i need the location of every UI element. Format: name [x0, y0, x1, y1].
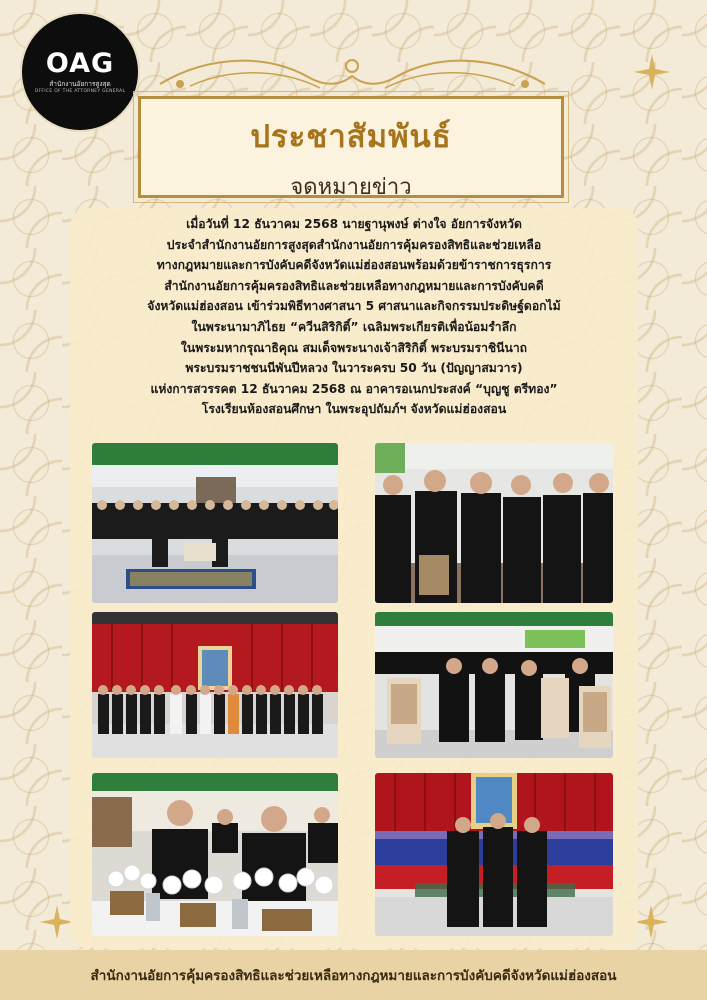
page-title: ประชาสัมพันธ์ — [250, 119, 452, 155]
logo-line1: สำนักงานอัยการสูงสุด — [49, 80, 111, 89]
logo-line2: OFFICE OF THE ATTORNEY GENERAL — [34, 88, 126, 94]
body-line: เมื่อวันที่ 12 ธันวาคม 2568 นายฐานุพงษ์ ต่างใจ อัยการจังหวัด — [186, 217, 522, 231]
footer-bar — [0, 950, 707, 1000]
body-line: ประจำสำนักงานอัยการสูงสุดสำนักงานอัยการคุ้มครองสิทธิและช่วยเหลือ — [166, 237, 542, 252]
body-line: ในพระนามาภิไธย “ควีนสิริกิติ์” เฉลิมพระเกียรติเพื่อน้อมรำลึก — [191, 319, 517, 334]
body-line: ในพระมหากรุณาธิคุณ สมเด็จพระนางเจ้าสิริกิติ์ พระบรมราชินีนาถ — [180, 340, 528, 355]
sparkle-icon — [634, 905, 668, 943]
body-line: จังหวัดแม่ฮ่องสอน เข้าร่วมพิธีทางศาสนา 5 ศาสนาและกิจกรรมประดิษฐ์ดอกไม้ — [147, 299, 561, 314]
oag-logo — [22, 14, 138, 130]
logo-mark: OAG — [45, 48, 115, 80]
event-photo-4 — [375, 612, 613, 758]
event-photo-2 — [375, 443, 613, 603]
event-photo-3 — [92, 612, 338, 758]
event-photo-6 — [375, 773, 613, 936]
body-line: พระบรมราชชนนีพันปีหลวง ในวาระครบ 50 วัน (ปัญญาสมวาร) — [185, 361, 523, 376]
footer-text: สำนักงานอัยการคุ้มครองสิทธิและช่วยเหลือทางกฎหมายและการบังคับคดีจังหวัดแม่ฮ่องสอน — [90, 968, 617, 984]
body-line: แห่งการสวรรคต 12 ธันวาคม 2568 ณ อาคารอเนกประสงค์ “บุญชู ตรีทอง” — [150, 381, 558, 396]
event-photo-5 — [92, 773, 338, 936]
body-line: โรงเรียนห้องสอนศึกษา ในพระอุปถัมภ์ฯ จังหวัดแม่ฮ่องสอน — [201, 402, 507, 417]
sparkle-icon — [634, 54, 670, 94]
title-frame — [138, 96, 564, 198]
body-line: ทางกฎหมายและการบังคับคดีจังหวัดแม่ฮ่องสอนพร้อมด้วยข้าราชการธุรการ — [156, 258, 552, 273]
sparkle-icon — [40, 905, 74, 943]
news-body — [82, 214, 626, 420]
event-photo-1 — [92, 443, 338, 603]
body-line: สำนักงานอัยการคุ้มครองสิทธิและช่วยเหลือทางกฎหมายและการบังคับคดี — [164, 278, 544, 293]
page-subtitle: จดหมายข่าว — [290, 175, 412, 200]
